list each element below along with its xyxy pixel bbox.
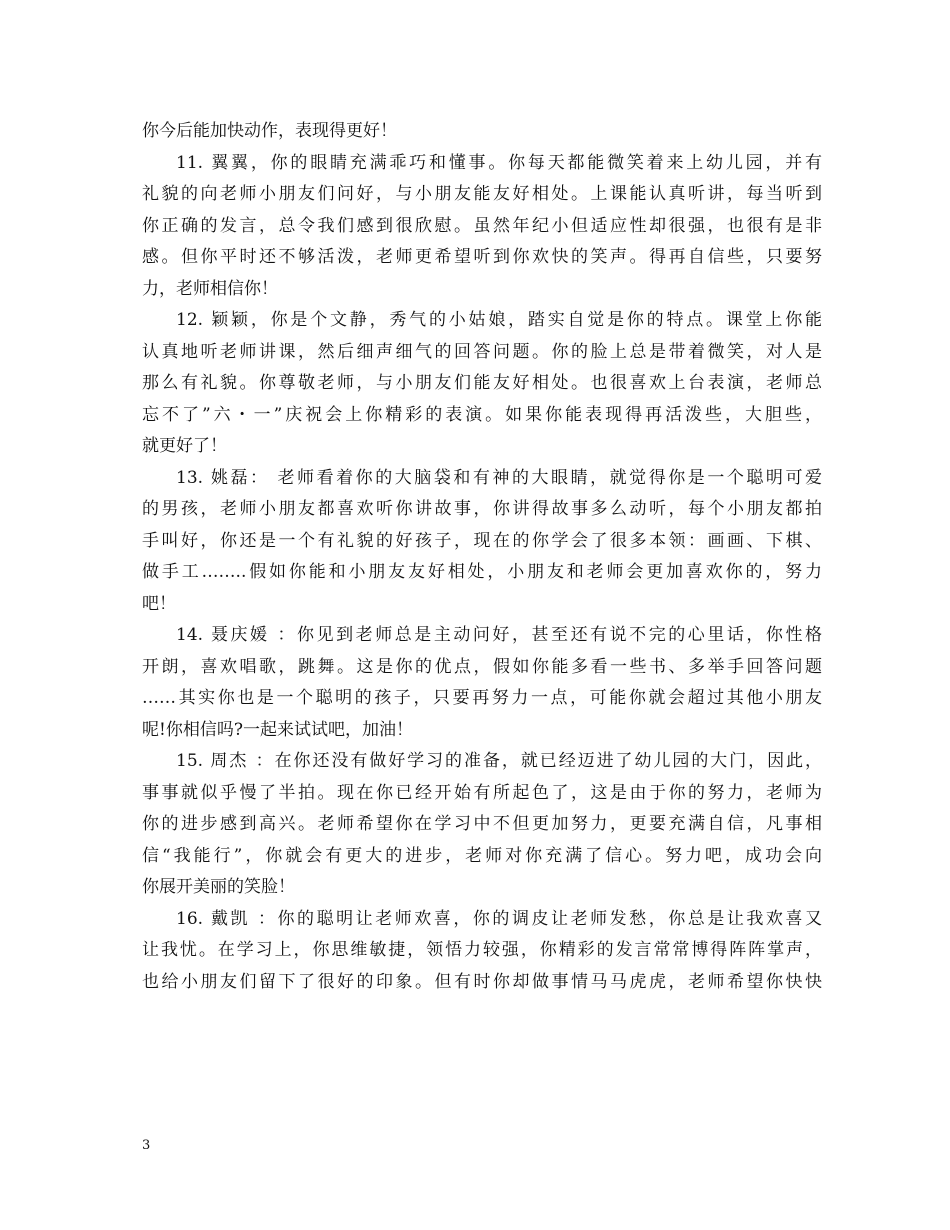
paragraph-first-line: 15. 周杰 ：在你还没有做好学习的准备，就已经迈进了幼儿园的大门，因此， — [176, 751, 822, 771]
paragraph-line: 那么有礼貌。你尊敬老师，与小朋友们能友好相处。也很喜欢上台表演，老师总 — [142, 373, 822, 393]
paragraph-line: 事事就似乎慢了半拍。现在你已经开始有所起色了，这是由于你的努力，老师为 — [142, 782, 822, 803]
paragraph-line: 让我忧。在学习上，你思维敏捷，领悟力较强，你精彩的发言常常博得阵阵掌声， — [142, 940, 822, 960]
paragraph-line: 礼貌的向老师小朋友们问好，与小朋友能友好相处。上课能认真听讲，每当听到 — [142, 184, 822, 204]
paragraph-line: 就更好了！ — [142, 436, 227, 456]
paragraph-line: 手叫好，你还是一个有礼貌的好孩子，现在的你学会了很多本领：画画、下棋、 — [142, 530, 822, 551]
paragraph-line: 认真地听老师讲课，然后细声细气的回答问题。你的脸上总是带着微笑，对人是 — [142, 341, 822, 362]
paragraph-first-line: 13. 姚磊： 老师看着你的大脑袋和有神的大眼睛，就觉得你是一个聪明可爱 — [176, 467, 822, 488]
paragraph-line: 你正确的发言，总令我们感到很欣慰。虽然年纪小但适应性却很强，也很有是非 — [142, 215, 822, 236]
paragraph-first-line: 12. 颖颖，你是个文静，秀气的小姑娘，踏实自觉是你的特点。课堂上你能 — [176, 310, 822, 330]
paragraph-line: 感。但你平时还不够活泼，老师更希望听到你欢快的笑声。得再自信些，只要努 — [142, 247, 822, 267]
paragraph-line: 你的进步感到高兴。老师希望你在学习中不但更加努力，更要充满自信，凡事相 — [142, 814, 822, 834]
paragraph-line: 呢!你相信吗?一起来试试吧，加油！ — [142, 719, 413, 740]
paragraph-line: 开朗，喜欢唱歌，跳舞。这是你的优点，假如你能多看一些书、多举手回答问题 — [142, 656, 822, 677]
paragraph-line: 信“我能行”，你就会有更大的进步，老师对你充满了信心。努力吧，成功会向 — [142, 845, 822, 866]
paragraph-line: 你今后能加快动作，表现得更好！ — [142, 121, 397, 141]
paragraph-line: 忘不了”六・一”庆祝会上你精彩的表演。如果你能表现得再活泼些，大胆些， — [142, 404, 822, 425]
paragraph-line: ……其实你也是一个聪明的孩子，只要再努力一点，可能你就会超过其他小朋友 — [142, 688, 822, 708]
paragraph-first-line: 16. 戴凯 ：你的聪明让老师欢喜，你的调皮让老师发愁，你总是让我欢喜又 — [176, 908, 822, 929]
paragraph-first-line: 11. 翼翼，你的眼睛充满乖巧和懂事。你每天都能微笑着来上幼儿园，并有 — [176, 152, 822, 173]
page-number: 3 — [142, 1138, 151, 1153]
body-text — [142, 116, 822, 998]
paragraph-line: 吧！ — [142, 593, 176, 614]
paragraph-first-line: 14. 聂庆媛 ：你见到老师总是主动问好，甚至还有说不完的心里话，你性格 — [176, 625, 822, 645]
paragraph-line: 你展开美丽的笑脸！ — [142, 877, 295, 897]
paragraph-line: 力，老师相信你！ — [142, 278, 278, 299]
paragraph-line: 的男孩，老师小朋友都喜欢听你讲故事，你讲得故事多么动听，每个小朋友都拍 — [142, 499, 822, 519]
paragraph-line: 做手工……..假如你能和小朋友友好相处，小朋友和老师会更加喜欢你的，努力 — [142, 562, 822, 582]
paragraph-line: 也给小朋友们留下了很好的印象。但有时你却做事情马马虎虎，老师希望你快快 — [142, 971, 822, 992]
